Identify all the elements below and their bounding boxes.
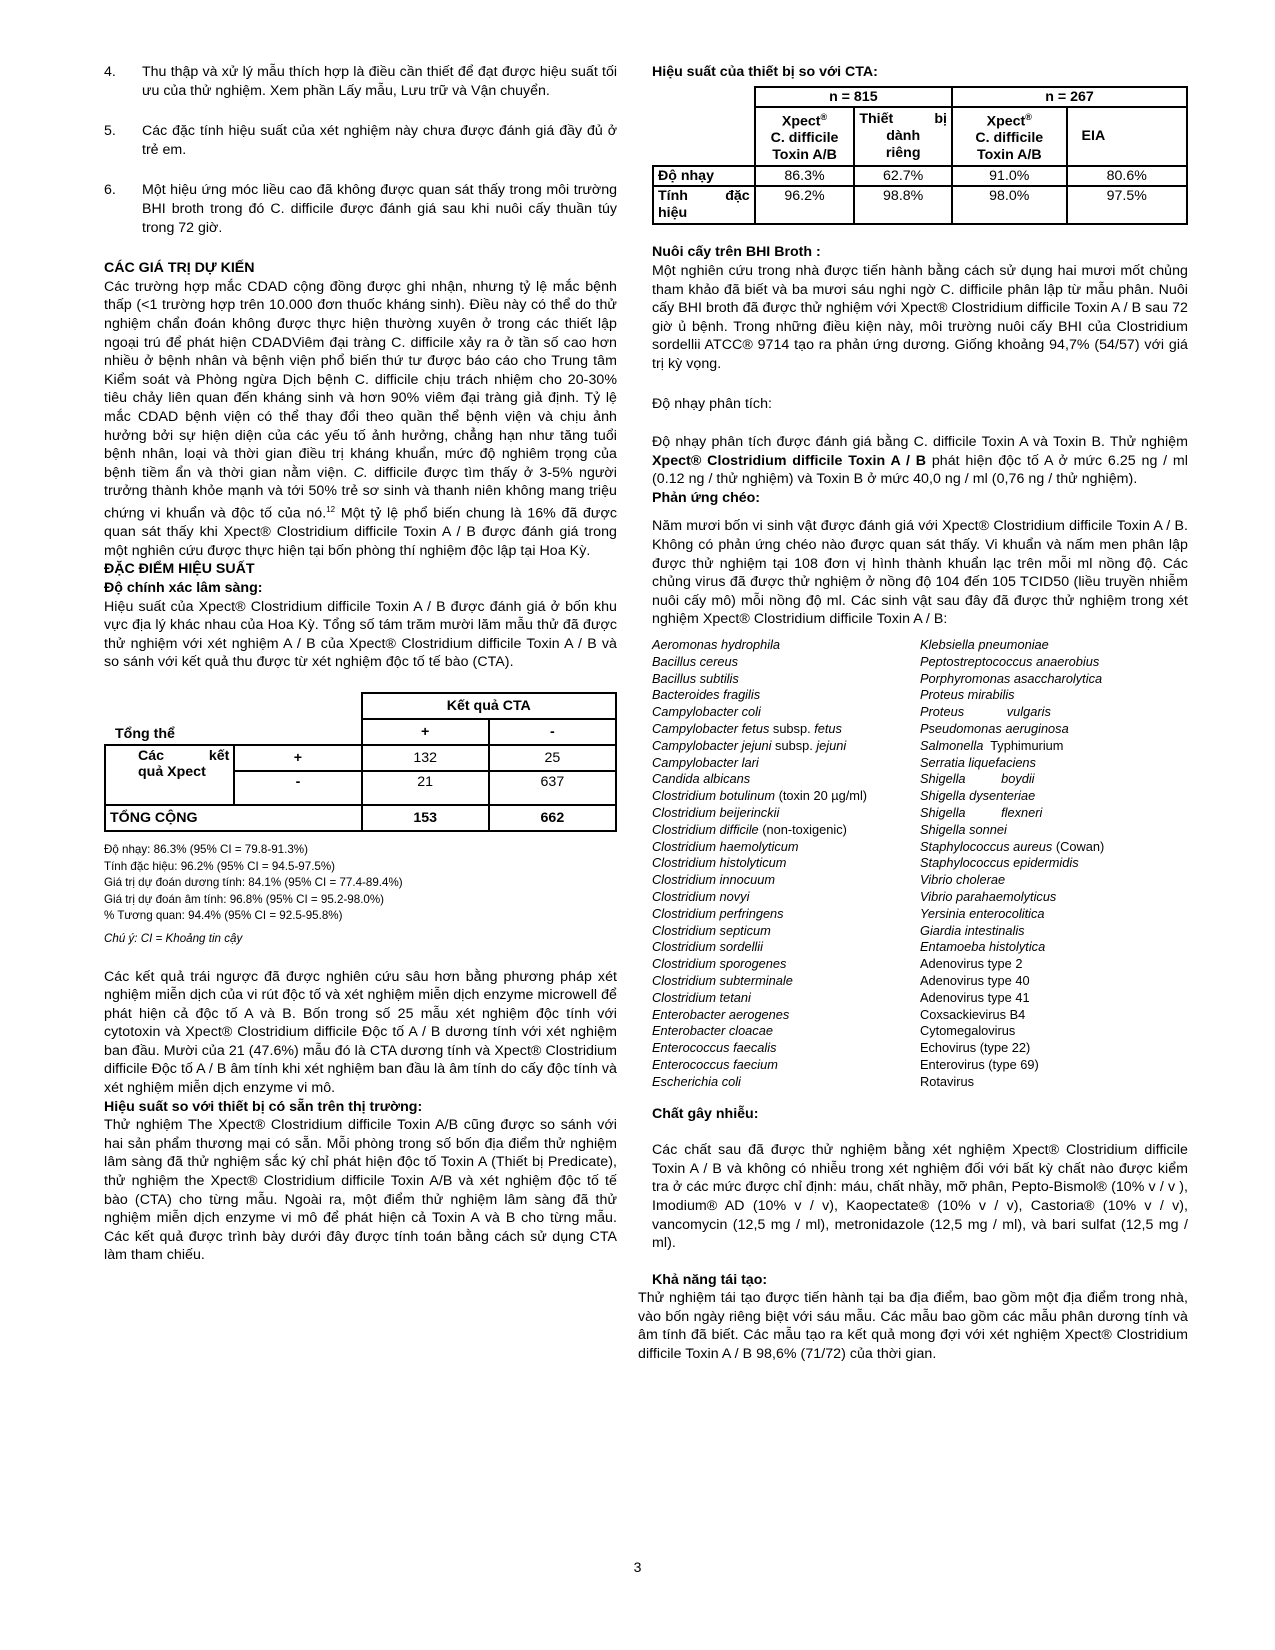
predicate-column-header	[854, 107, 952, 167]
organism-name: Campylobacter coli	[652, 704, 761, 720]
organism-note: subsp.	[769, 721, 815, 736]
note-number: 5.	[104, 123, 116, 140]
stat-specificity: Tính đặc hiệu: 96.2% (95% CI = 94.5-97.5%)	[104, 859, 336, 873]
organism-item	[920, 906, 1188, 923]
organism-name: Campylobacter jejuni	[652, 737, 772, 753]
analytic-text-part: Độ nhạy phân tích được đánh giá bằng C. difficile Toxin A và Toxin B. Thử nghiệm	[652, 434, 1188, 451]
col-header-part: dành	[886, 127, 921, 144]
organism-item	[920, 872, 1188, 889]
cell-neg-neg: 637	[489, 771, 616, 805]
organism-name: Clostridium tetani	[652, 989, 751, 1005]
organism-item	[920, 654, 1188, 671]
organism-item	[652, 1023, 920, 1040]
col-header-part: C. difficile	[975, 130, 1044, 147]
organism-note: Rotavirus	[920, 1073, 975, 1089]
organism-name: Clostridium difficile	[652, 821, 759, 837]
organism-note: Coxsackievirus B4	[920, 1006, 1026, 1022]
organism-name: Clostridium botulinum	[652, 788, 776, 804]
organism-name: Peptostreptococcus anaerobius	[920, 653, 1100, 669]
clinical-accuracy-heading: Độ chính xác lâm sàng:	[104, 579, 263, 596]
organism-subspecies: fetus	[814, 721, 842, 736]
cta-header: Kết quả CTA	[362, 693, 616, 719]
cta-results-table	[104, 692, 617, 832]
col-header-part: Xpect	[986, 113, 1026, 130]
organism-item	[652, 755, 920, 772]
registered-mark: ®	[1025, 111, 1032, 122]
cross-reactivity-text: Năm mươi bốn vi sinh vật được đánh giá với Xpect® Clostridium difficile Toxin A / B. Không có phản ứng chéo nào được quan sát thấy. Vi khuẩn và nấm men phân lập được thử nghiệm tại 108 đơn vị hình thành khuẩn lạc trên mỗi ml nồng độ. Các chủng virus đã được thử nghiệm ở nồng độ 104 đến 105 TCID50 (liều truyền nhiễm nuôi cấy mô) mỗi nồng độ ml. Các sinh vật sau đây đã được thử nghiệm trong xét nghiệm Xpect® Clostridium difficile Toxin A / B:	[652, 518, 1188, 628]
note-text: Một hiệu ứng móc liều cao đã không được quan sát thấy trong môi trường BHI broth trong đó C. difficile được đánh giá sau khi nuôi cấy thuần túy trong 72 giờ.	[142, 182, 617, 236]
cell-sens-predicate: 62.7%	[854, 166, 952, 186]
organism-name: Enterobacter cloacae	[652, 1023, 773, 1039]
organism-name: Aeromonas hydrophila	[652, 637, 781, 653]
organism-item	[920, 1040, 1188, 1057]
organism-name: Clostridium septicum	[652, 922, 771, 938]
organism-name: Shigella sonnei	[920, 821, 1007, 837]
organism-item	[920, 738, 1188, 755]
row-negative-label: -	[234, 771, 361, 805]
organism-note: Cytomegalovirus	[920, 1023, 1016, 1039]
organism-note: (non-toxigenic)	[758, 821, 847, 837]
organism-note: Enterovirus (type 69)	[920, 1056, 1039, 1072]
organism-name: Campylobacter fetus	[652, 721, 770, 736]
reproducibility-text: Thử nghiệm tái tạo được tiến hành tại ba địa điểm, bao gồm một địa điểm trong nhà, vào bốn ngày riêng biệt với sáu mẫu. Các mẫu bao gồm các mẫu phân dương tính và âm tính đã biết. Các mẫu tạo ra kết quả mong đợi với xét nghiệm Xpect® Clostridium difficile Toxin A / B 98,6% (71/72) của thời gian.	[638, 1290, 1188, 1363]
page-number: 3	[633, 1559, 642, 1575]
row-label-part: đặc	[725, 188, 750, 205]
overall-label: Tổng thể	[115, 725, 175, 742]
xpect-column-header-2	[952, 107, 1067, 167]
organism-note: Echovirus (type 22)	[920, 1040, 1031, 1056]
expected-values-heading: CÁC GIÁ TRỊ DỰ KIẾN	[104, 260, 255, 277]
organism-name: Porphyromonas asaccharolytica	[920, 670, 1103, 686]
organism-name: Shigella flexneri	[920, 804, 1043, 820]
ci-note: Chú ý: CI = Khoảng tin cậy	[104, 931, 243, 945]
cell-spec-xpect2: 98.0%	[952, 186, 1067, 224]
organism-item	[652, 637, 920, 654]
organism-item	[652, 1040, 920, 1057]
organism-item	[652, 771, 920, 788]
cta-performance-heading: Hiệu suất của thiết bị so với CTA:	[652, 64, 878, 80]
cta-positive-header: +	[362, 719, 489, 745]
organism-item	[920, 771, 1188, 788]
col-header-part: C. difficile	[770, 130, 839, 147]
cell-spec-predicate: 98.8%	[854, 186, 952, 224]
organism-item	[652, 956, 920, 973]
organism-note: (toxin 20 µg/ml)	[775, 788, 868, 804]
organism-note: Adenovirus type 41	[920, 989, 1030, 1005]
discordant-text: Các kết quả trái ngược đã được nghiên cứu sâu hơn bằng phương pháp xét nghiệm miễn dịch của vi rút độc tố và xét nghiệm miễn dịch enzyme microwell để phát hiện cả độc tố A và B. Bốn trong số 25 mẫu xét nghiệm độc tính với cytotoxin và Xpect® Clostridium difficile Độc tố A / B dương tính với xét nghiệm ban đầu. Mười của 21 (47.6%) mẫu đó là CTA dương tính và Xpect® Clostridium difficile Độc tố A / B âm tính khi xét nghiệm ban đầu là âm tính do cấy độc tính và xét nghiệm miễn dịch enzyme vi mô.	[104, 968, 617, 1097]
organism-item	[920, 1023, 1188, 1040]
organism-item	[652, 704, 920, 721]
organism-name: Staphylococcus epidermidis	[920, 855, 1079, 871]
organism-name: Clostridium haemolyticum	[652, 838, 799, 854]
organism-name: Bacillus subtilis	[652, 670, 739, 686]
right-column	[638, 63, 1188, 1364]
organism-item	[920, 671, 1188, 688]
organism-name: Entamoeba histolytica	[920, 939, 1046, 955]
xpect-label-part: kết	[208, 747, 230, 764]
specificity-row-label	[653, 186, 755, 224]
organism-item	[652, 923, 920, 940]
organism-item	[920, 839, 1188, 856]
organism-item	[652, 1074, 920, 1091]
row-positive-label: +	[234, 745, 361, 771]
organism-item	[920, 704, 1188, 721]
total-cta-negative: 662	[489, 805, 616, 831]
organism-name: Candida albicans	[652, 771, 751, 787]
organism-name: Clostridium novyi	[652, 888, 750, 904]
cell-sens-xpect2: 91.0%	[952, 166, 1067, 186]
xpect-label-part: Các	[138, 747, 165, 764]
organism-note: Adenovirus type 2	[920, 956, 1023, 972]
organism-item	[652, 939, 920, 956]
analytic-text-bold: Xpect® Clostridium difficile Toxin A / B	[652, 452, 927, 469]
performance-heading: ĐẶC ĐIỂM HIỆU SUẤT	[104, 561, 255, 578]
expected-values-part3: Một tỷ lệ phổ biến chung là 16% đã được quan sát thấy khi Xpect® Clostridium difficile Toxin A / B được đánh giá trong một nghiên cứu được thực hiện tại bốn phòng thí nghiệm độc lập tại Hoa Kỳ.	[104, 505, 617, 559]
organism-name: Campylobacter lari	[652, 754, 759, 770]
organism-name: Shigella boydii	[920, 771, 1035, 787]
organism-item	[920, 788, 1188, 805]
note-4	[104, 63, 617, 100]
organism-item	[920, 637, 1188, 654]
cta-negative-header: -	[489, 719, 616, 745]
registered-mark: ®	[820, 111, 828, 122]
organism-item	[652, 990, 920, 1007]
stat-ppv: Giá trị dự đoán dương tính: 84.1% (95% CI = 77.4-89.4%)	[104, 876, 403, 890]
bhi-heading: Nuôi cấy trên BHI Broth :	[652, 244, 821, 261]
organism-name: Bacillus cereus	[652, 653, 739, 669]
note-6	[104, 181, 617, 237]
organism-item	[652, 805, 920, 822]
interfering-text: Các chất sau đã được thử nghiệm bằng xét nghiệm Xpect® Clostridium difficile Toxin A / B và không có nhiễu trong xét nghiệm đối với bất kỳ chất nào được kiểm tra ở các mức được chỉ định: máu, chất nhầy, mỡ phân, Pepto-Bismol® (10% v / v ), Imodium® AD (10% v / v), Kaopectate® (10% v / v), Castoria® (10% v / v), vancomycin (12,5 mg / ml), metronidazole (12,5 mg / ml), và bari sulfat (12,5 mg / ml).	[652, 1142, 1188, 1252]
organism-item	[652, 788, 920, 805]
organism-item	[652, 872, 920, 889]
n815-header: n = 815	[755, 87, 952, 107]
n267-header: n = 267	[952, 87, 1187, 107]
total-cta-positive: 153	[362, 805, 489, 831]
organism-note: Adenovirus type 40	[920, 972, 1030, 988]
organism-note: (Cowan)	[1052, 838, 1105, 854]
organism-item	[652, 906, 920, 923]
organism-item	[652, 889, 920, 906]
organism-item	[920, 721, 1188, 738]
col-header-part: riêng	[885, 144, 921, 161]
organism-name: Enterobacter aerogenes	[652, 1006, 790, 1022]
organism-name: Vibrio cholerae	[920, 872, 1006, 888]
organism-item	[920, 1007, 1188, 1024]
stat-npv: Giá trị dự đoán âm tính: 96.8% (95% CI = 95.2-98.0%)	[104, 892, 385, 906]
organism-item	[652, 671, 920, 688]
organism-note: Typhimurium	[983, 737, 1064, 753]
analytic-sensitivity-heading: Độ nhạy phân tích:	[652, 396, 772, 413]
organism-item	[652, 1057, 920, 1074]
organism-list	[652, 637, 1188, 1091]
organism-name: Staphylococcus aureus	[920, 838, 1053, 854]
organism-name: Clostridium subterminale	[652, 972, 793, 988]
bhi-text: Một nghiên cứu trong nhà được tiến hành bằng cách sử dụng hai mươi mốt chủng tham khảo đã biết và ba mươi sáu nghi ngờ C. difficile phân lập từ mẫu phân. Nuôi cấy BHI broth đã được thử nghiệm với Xpect® Clostridium difficile Toxin A / B sau 72 giờ ủ bệnh. Trong những điều kiện này, môi trường nuôi cấy BHI của Clostridium sordellii ATCC® 9714 tạo ra phản ứng dương. Giống khoảng 94,7% (54/57) với giá trị kỳ vọng.	[652, 262, 1188, 372]
stat-correlation: % Tương quan: 94.4% (95% CI = 92.5-95.8%)	[104, 909, 343, 923]
analytic-sensitivity-text	[652, 433, 1188, 489]
organism-name: Clostridium perfringens	[652, 905, 784, 921]
organism-name: Salmonella	[920, 737, 984, 753]
organism-column-left	[652, 637, 920, 1091]
organism-item	[920, 973, 1188, 990]
organism-name: Enterococcus faecalis	[652, 1040, 777, 1056]
organism-name: Klebsiella pneumoniae	[920, 637, 1049, 653]
stats-list	[104, 842, 617, 925]
total-label: TỔNG CỘNG	[105, 805, 362, 831]
organism-name: Clostridium beijerinckii	[652, 804, 780, 820]
organism-item	[920, 687, 1188, 704]
organism-item	[920, 956, 1188, 973]
cell-pos-pos: 132	[362, 745, 489, 771]
col-header-part: bị	[934, 110, 947, 127]
organism-item	[920, 889, 1188, 906]
organism-column-right	[920, 637, 1188, 1091]
organism-name: Clostridium histolyticum	[652, 855, 787, 871]
organism-name: Serratia liquefaciens	[920, 754, 1036, 770]
organism-subspecies: jejuni	[816, 737, 847, 753]
organism-item	[920, 855, 1188, 872]
organism-item	[920, 805, 1188, 822]
organism-item	[652, 1007, 920, 1024]
expected-values-italic: C.	[353, 464, 368, 481]
organism-note: subsp.	[771, 737, 817, 753]
organism-name: Escherichia coli	[652, 1073, 741, 1089]
col-header-part: Xpect	[781, 113, 821, 130]
organism-name: Proteus vulgaris	[920, 704, 1051, 720]
market-comparison-heading: Hiệu suất so với thiết bị có sẵn trên thị trường:	[104, 1098, 423, 1115]
row-label-part: hiệu	[658, 205, 688, 222]
note-number: 6.	[104, 182, 116, 199]
expected-values-part2: difficile được tìm thấy ở 3-5% người trưởng thành khỏe mạnh và tới 50% trẻ sơ sinh và thanh niên không mang triệu chứng vi khuẩn và độc tố của nó.	[104, 464, 617, 522]
note-number: 4.	[104, 64, 116, 80]
cell-spec-eia: 97.5%	[1067, 186, 1187, 224]
organism-item	[652, 654, 920, 671]
note-text: Thu thập và xử lý mẫu thích hợp là điều cần thiết để đạt được hiệu suất tối ưu của thử nghiệm. Xem phần Lấy mẫu, Lưu trữ và Vận chuyển.	[142, 64, 617, 99]
organism-item	[652, 839, 920, 856]
organism-item	[920, 1057, 1188, 1074]
organism-name: Shigella dysenteriae	[920, 788, 1036, 804]
organism-name: Yersinia enterocolitica	[920, 905, 1045, 921]
organism-item	[652, 738, 920, 755]
cell-spec-xpect: 96.2%	[755, 186, 855, 224]
organism-name: Giardia intestinalis	[920, 922, 1025, 938]
clinical-accuracy-text: Hiệu suất của Xpect® Clostridium difficile Toxin A / B được đánh giá ở bốn khu vực địa lý khác nhau của Hoa Kỳ. Tổng số tám trăm mười lăm mẫu thử đã được thử nghiệm với xét nghiệm A / B của Xpect® Clostridium difficile Toxin A / B và so sánh với kết quả thu được từ xét nghiệm độc tố tế bào (CTA).	[104, 598, 617, 671]
organism-item	[920, 822, 1188, 839]
sensitivity-row-label: Độ nhạy	[653, 166, 755, 186]
organism-name: Bacteroides fragilis	[652, 687, 761, 703]
row-label-part: Tính	[658, 188, 688, 205]
organism-item	[652, 973, 920, 990]
organism-name: Proteus mirabilis	[920, 687, 1015, 703]
col-header-part: Toxin A/B	[772, 147, 837, 164]
xpect-column-header	[755, 107, 855, 167]
cell-pos-neg: 25	[489, 745, 616, 771]
left-column	[104, 63, 617, 1265]
market-comparison-text: Thử nghiệm The Xpect® Clostridium difficile Toxin A/B cũng được so sánh với hai sản phẩm thương mại có sẵn. Mỗi phòng trong số bốn địa điểm thử nghiệm lâm sàng đã thử nghiệm sắc ký chỉ phát hiện độc tố Toxin A (Thiết bị Predicate), thử nghiệm the Xpect® Clostridium difficile Toxin A/B và xét nghiệm độc tố tế bào (CTA) cho từng mẫu. Ngoài ra, một điểm thử nghiệm lâm sàng đã thử nghiệm miễn dịch enzyme vi mô để phát hiện cả Toxin A và B cho từng mẫu. Các kết quả được trình bày dưới đây được tính toán bằng cách sử dụng CTA làm tham chiếu.	[104, 1117, 617, 1264]
note-5	[104, 122, 617, 159]
cell-sens-xpect: 86.3%	[755, 166, 855, 186]
xpect-label-part: quả Xpect	[138, 763, 206, 780]
device-comparison-table	[652, 86, 1188, 226]
note-text: Các đặc tính hiệu suất của xét nghiệm này chưa được đánh giá đầy đủ ở trẻ em.	[142, 123, 617, 158]
xpect-results-label	[105, 745, 234, 805]
organism-item	[920, 1074, 1188, 1091]
reproducibility-heading: Khả năng tái tạo:	[652, 1271, 768, 1288]
cross-reactivity-heading: Phản ứng chéo:	[652, 489, 761, 506]
col-header-part: Thiết	[859, 110, 894, 127]
organism-item	[920, 923, 1188, 940]
expected-values-part1: Các trường hợp mắc CDAD cộng đồng được ghi nhận, nhưng tỷ lệ mắc bệnh thấp (<1 trường hợp trên 10.000 đơn thuốc kháng sinh). Điều này có thể do thử nghiệm chẩn đoán không được thực hiện thường xuyên ở trong các thiết lập ngoại trú để phát hiện CDADViêm đại tràng C. difficile xảy ra ở tần số cao hơn nhiều ở bệnh nhân và bệnh viện phổ biến thứ tư được báo cáo cho Trung tâm Kiểm soát và Phòng ngừa Dịch bệnh C. difficile chịu trách nhiệm cho 20-30% tiêu chảy liên quan đến kháng sinh và hơn 90% viêm đại tràng giả định. Tỷ lệ mắc CDAD bệnh viện có thể thay đổi theo quần thể bệnh viện và chịu ảnh hưởng bởi sự hiện diện của các yếu tố ảnh hưởng, chẳng hạn như tăng tuổi bệnh nhân, loại và thời gian điều trị kháng khuẩn, mức độ nghiêm trọng của bệnh tiềm ẩn và thời gian nằm viện.	[104, 278, 617, 481]
organism-name: Vibrio parahaemolyticus	[920, 888, 1057, 904]
organism-item	[920, 990, 1188, 1007]
organism-name: Pseudomonas aeruginosa	[920, 721, 1069, 736]
cell-neg-pos: 21	[362, 771, 489, 805]
expected-values-text	[104, 278, 617, 561]
interfering-heading: Chất gây nhiễu:	[652, 1105, 759, 1122]
organism-item	[652, 687, 920, 704]
organism-item	[652, 855, 920, 872]
organism-item	[920, 939, 1188, 956]
cell-sens-eia: 80.6%	[1067, 166, 1187, 186]
organism-name: Clostridium innocuum	[652, 872, 776, 888]
organism-item	[652, 721, 920, 738]
organism-item	[920, 755, 1188, 772]
stat-sensitivity: Độ nhạy: 86.3% (95% CI = 79.8-91.3%)	[104, 842, 308, 856]
reference-superscript: 12	[326, 504, 336, 514]
organism-name: Clostridium sordellii	[652, 939, 763, 955]
organism-item	[652, 822, 920, 839]
eia-column-header: EIA	[1067, 107, 1187, 167]
col-header-part: Toxin A/B	[976, 147, 1042, 164]
organism-name: Clostridium sporogenes	[652, 956, 787, 972]
organism-name: Enterococcus faecium	[652, 1056, 778, 1072]
analytic-text-part: phát hiện độc tố A ở mức 6.25 ng / ml (0.12 ng / thử nghiệm) và Toxin B ở mức 40,0 ng / ml (0,76 ng / thử nghiệm).	[652, 452, 1188, 488]
